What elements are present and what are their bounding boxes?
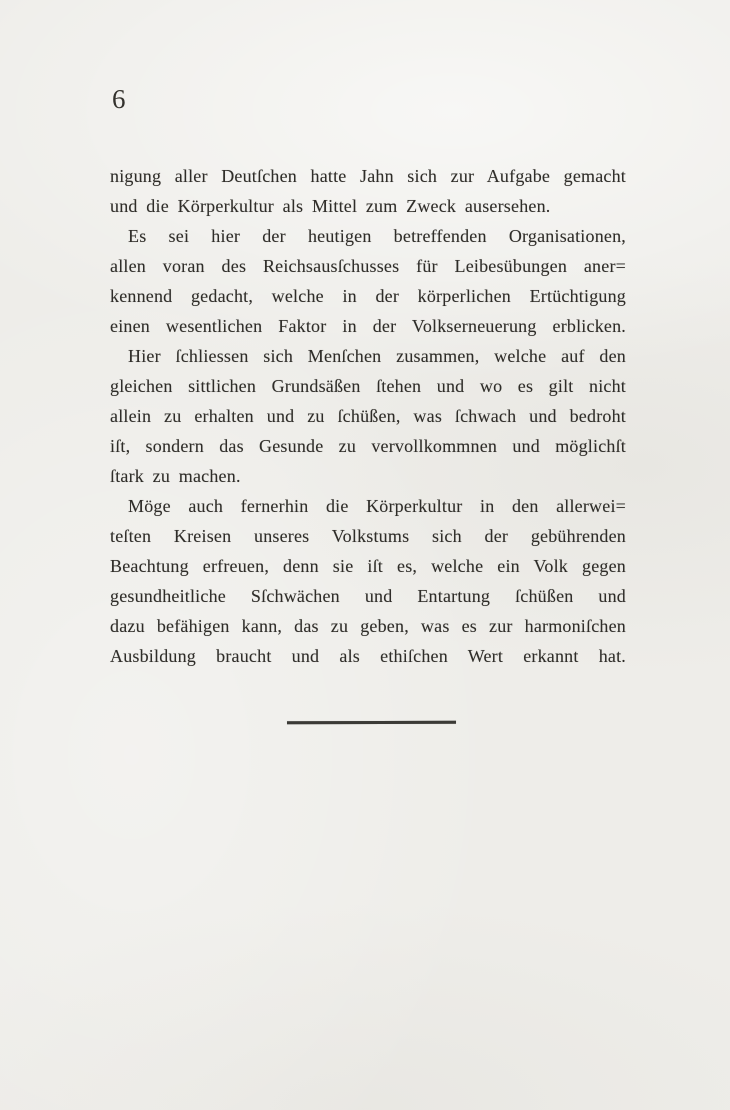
text-line: allen voran des Reichsausſchusses für Leibesübungen aner=	[110, 256, 626, 276]
text-line: allein zu erhalten und zu ſchüßen, was ſchwach und bedroht	[110, 406, 626, 426]
text-line: teſten Kreisen unseres Volkstums sich der gebührenden	[110, 526, 626, 546]
paragraph-2	[110, 221, 626, 341]
text-line: dazu befähigen kann, das zu geben, was es zur harmoniſchen	[110, 616, 626, 636]
text-line: und die Körperkultur als Mittel zum Zweck ausersehen.	[110, 196, 551, 216]
text-line: ſtark zu machen.	[110, 466, 241, 486]
text-line: kennend gedacht, welche in der körperlichen Ertüchtigung	[110, 286, 626, 306]
text-line: iſt, sondern das Gesunde zu vervollkommnen und möglichſt	[110, 436, 626, 456]
text-line: Hier ſchliessen sich Menſchen zusammen, welche auf den	[128, 346, 626, 366]
paragraph-4	[110, 491, 626, 671]
paragraph-1	[110, 161, 626, 221]
text-line: nigung aller Deutſchen hatte Jahn sich zur Aufgabe gemacht	[110, 166, 626, 186]
text-line: Es sei hier der heutigen betreffenden Organisationen,	[128, 226, 626, 246]
section-divider	[287, 721, 456, 724]
text-line: Ausbildung braucht und als ethiſchen Wert erkannt hat.	[110, 646, 626, 666]
text-line: gesundheitliche Sſchwächen und Entartung ſchüßen und	[110, 586, 626, 606]
text-line: gleichen sittlichen Grundsäßen ſtehen und wo es gilt nicht	[110, 376, 626, 396]
page-number: 6	[112, 84, 126, 114]
text-block	[110, 161, 626, 671]
text-line: Beachtung erfreuen, denn sie iſt es, welche ein Volk gegen	[110, 556, 626, 576]
text-line: Möge auch fernerhin die Körperkultur in den allerwei=	[128, 496, 626, 516]
paragraph-3	[110, 341, 626, 491]
text-line: einen wesentlichen Faktor in der Volkserneuerung erblicken.	[110, 316, 626, 336]
